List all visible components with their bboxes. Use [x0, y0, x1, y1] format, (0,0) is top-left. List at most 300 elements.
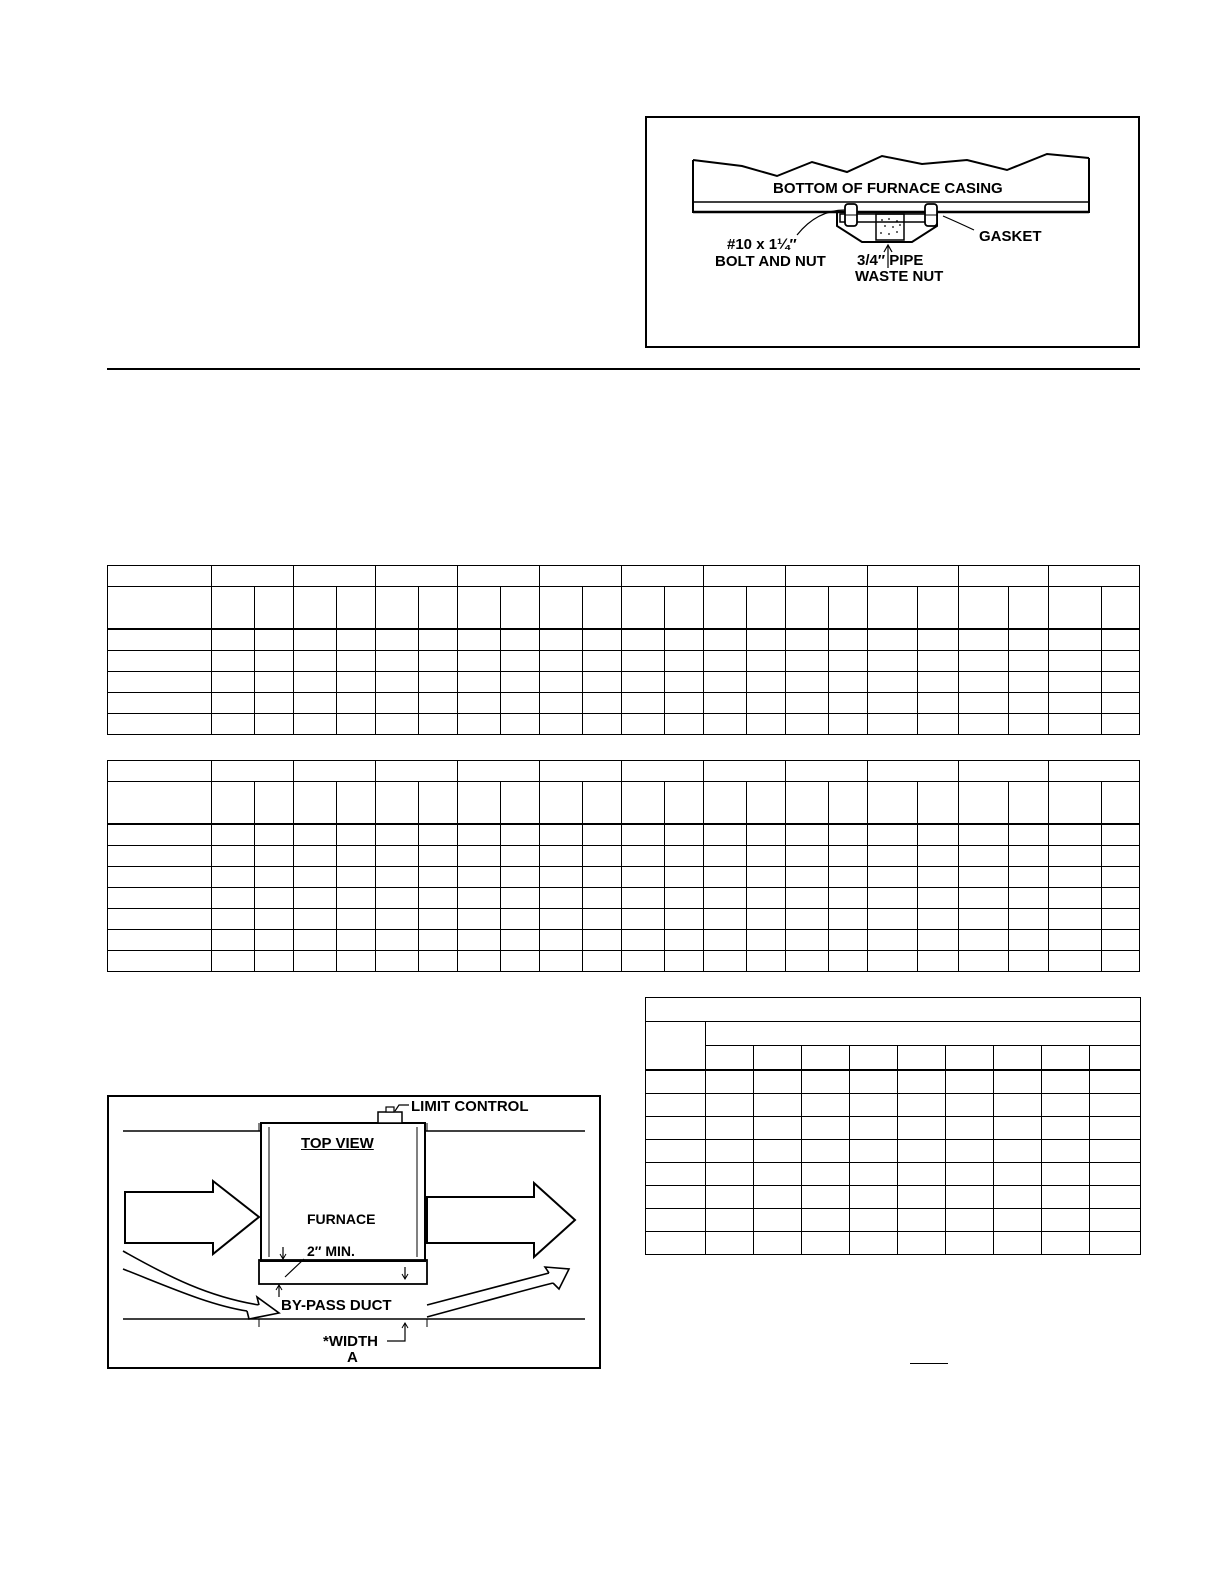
table-cell [959, 846, 1009, 867]
table-cell [918, 782, 959, 825]
table-cell [1049, 824, 1102, 846]
table-cell [994, 1162, 1042, 1185]
limit-control-label: LIMIT CONTROL [411, 1098, 529, 1115]
table-cell [1009, 824, 1049, 846]
table-cell [850, 1093, 898, 1116]
casing-label: BOTTOM OF FURNACE CASING [773, 180, 1003, 197]
table-cell [786, 693, 829, 714]
table-cell [108, 951, 212, 972]
table-cell [1049, 951, 1102, 972]
table-cell [212, 888, 255, 909]
table-cell [108, 930, 212, 951]
min-clearance-label: 2″ MIN. [307, 1243, 355, 1259]
table-cell [786, 846, 829, 867]
table-cell [337, 587, 376, 630]
table-cell [294, 714, 337, 735]
table-cell [583, 824, 622, 846]
table-cell [108, 761, 212, 782]
table-cell [918, 672, 959, 693]
table-cell [706, 1231, 754, 1254]
table-cell [294, 693, 337, 714]
table-row [108, 761, 1140, 782]
table-cell [1102, 782, 1140, 825]
table-cell [994, 1070, 1042, 1094]
table-cell [706, 1093, 754, 1116]
table-cell [337, 629, 376, 651]
table-cell [959, 651, 1009, 672]
table-cell [665, 909, 704, 930]
table-cell [706, 1208, 754, 1231]
table-cell [1090, 1139, 1141, 1162]
table-cell [802, 1139, 850, 1162]
table-cell [850, 1231, 898, 1254]
table-cell [255, 714, 294, 735]
table-cell [622, 587, 665, 630]
table-cell [501, 587, 540, 630]
table-cell [665, 888, 704, 909]
table-cell [212, 782, 255, 825]
table-cell [540, 672, 583, 693]
table-cell [829, 888, 868, 909]
table-cell [337, 824, 376, 846]
table-cell [255, 888, 294, 909]
table-cell [829, 629, 868, 651]
table-cell [337, 909, 376, 930]
table-cell [704, 651, 747, 672]
table-cell [704, 566, 786, 587]
table-cell [829, 672, 868, 693]
table-cell [786, 587, 829, 630]
table-cell [786, 651, 829, 672]
table-cell [829, 714, 868, 735]
table-cell [850, 1162, 898, 1185]
table-cell [1102, 888, 1140, 909]
table-cell [540, 951, 583, 972]
table-row [108, 888, 1140, 909]
table-cell [1090, 1231, 1141, 1254]
table-cell [622, 782, 665, 825]
table-cell [946, 1185, 994, 1208]
table-cell [1009, 951, 1049, 972]
table-cell [868, 846, 918, 867]
table-cell [747, 651, 786, 672]
pipe-label-line2: WASTE NUT [855, 268, 944, 285]
table-cell [622, 846, 665, 867]
table-cell [294, 651, 337, 672]
table-cell [1102, 909, 1140, 930]
table-cell [255, 629, 294, 651]
table-cell [622, 888, 665, 909]
table-cell [898, 1231, 946, 1254]
table-cell [583, 888, 622, 909]
table-cell [850, 1208, 898, 1231]
table-cell [646, 1070, 706, 1094]
table-cell [868, 930, 918, 951]
table-cell [747, 888, 786, 909]
table-cell [458, 867, 501, 888]
data-table-3 [645, 997, 1141, 1255]
table-cell [1009, 651, 1049, 672]
table-cell [994, 1139, 1042, 1162]
table-cell [419, 782, 458, 825]
table-cell [501, 951, 540, 972]
table-cell [786, 824, 829, 846]
table-cell [646, 1139, 706, 1162]
table-cell [747, 867, 786, 888]
table-cell [1009, 629, 1049, 651]
table-cell [501, 824, 540, 846]
table-cell [294, 909, 337, 930]
table-cell [622, 714, 665, 735]
table-cell [108, 714, 212, 735]
table-cell [994, 1185, 1042, 1208]
table-cell [704, 693, 747, 714]
table-cell [540, 714, 583, 735]
table-cell [946, 1093, 994, 1116]
table-cell [583, 782, 622, 825]
table-cell [754, 1208, 802, 1231]
table-cell [946, 1116, 994, 1139]
table-cell [501, 888, 540, 909]
table-cell [665, 629, 704, 651]
table-cell [829, 651, 868, 672]
table-cell [1049, 693, 1102, 714]
table-cell [294, 888, 337, 909]
table-cell [959, 909, 1009, 930]
table-cell [646, 1162, 706, 1185]
table-cell [212, 566, 294, 587]
table-cell [898, 1208, 946, 1231]
table-row [108, 951, 1140, 972]
table-cell [754, 1231, 802, 1254]
table-cell [540, 846, 583, 867]
table-cell [747, 951, 786, 972]
table-cell [898, 1070, 946, 1094]
table-cell [786, 867, 829, 888]
table-cell [1009, 930, 1049, 951]
table-cell [108, 587, 212, 630]
table-row [646, 1022, 1141, 1046]
table-cell [868, 672, 918, 693]
table-cell [1009, 867, 1049, 888]
table-row [646, 1162, 1141, 1185]
table-cell [622, 651, 665, 672]
table-cell [1102, 951, 1140, 972]
table-cell [376, 761, 458, 782]
table-cell [829, 909, 868, 930]
table-cell [376, 587, 419, 630]
table-cell [376, 672, 419, 693]
table-cell [458, 909, 501, 930]
table-cell [501, 846, 540, 867]
table-cell [540, 909, 583, 930]
table-cell [419, 888, 458, 909]
table-cell [458, 566, 540, 587]
table-cell [255, 693, 294, 714]
table-cell [850, 1185, 898, 1208]
table-cell [501, 651, 540, 672]
table-cell [108, 867, 212, 888]
table-cell [802, 1231, 850, 1254]
table-cell [583, 672, 622, 693]
table-cell [850, 1070, 898, 1094]
table-cell [1049, 930, 1102, 951]
table-cell [108, 824, 212, 846]
table-cell [622, 930, 665, 951]
table-cell [376, 782, 419, 825]
table-cell [622, 951, 665, 972]
table-cell [419, 951, 458, 972]
table-cell [1009, 587, 1049, 630]
table-cell [868, 867, 918, 888]
furnace-label: FURNACE [307, 1211, 376, 1227]
table-cell [255, 651, 294, 672]
table-cell [583, 651, 622, 672]
table-cell [458, 846, 501, 867]
table-cell [1009, 693, 1049, 714]
table-cell [1090, 1162, 1141, 1185]
table-cell [255, 587, 294, 630]
bypass-duct-figure [107, 1095, 601, 1369]
table-cell [754, 1046, 802, 1070]
table-cell [802, 1162, 850, 1185]
table-cell [646, 1231, 706, 1254]
table-cell [1049, 888, 1102, 909]
table-cell [419, 672, 458, 693]
table-cell [255, 909, 294, 930]
table-cell [294, 846, 337, 867]
table-cell [1102, 672, 1140, 693]
table-cell [747, 587, 786, 630]
table-cell [583, 867, 622, 888]
table-cell [501, 629, 540, 651]
table-cell [212, 909, 255, 930]
table-cell [918, 714, 959, 735]
table-cell [458, 651, 501, 672]
table-cell [829, 824, 868, 846]
table-cell [946, 1139, 994, 1162]
table-cell [868, 587, 918, 630]
table-cell [540, 888, 583, 909]
table-cell [419, 824, 458, 846]
table-cell [747, 930, 786, 951]
table-cell [959, 761, 1049, 782]
table-cell [1102, 714, 1140, 735]
table-cell [337, 693, 376, 714]
table-cell [959, 587, 1009, 630]
table-cell [918, 951, 959, 972]
table-cell [704, 930, 747, 951]
table-row [108, 930, 1140, 951]
table-cell [1102, 846, 1140, 867]
table-cell [959, 714, 1009, 735]
table-cell [337, 714, 376, 735]
table-cell [918, 587, 959, 630]
table-cell [868, 629, 918, 651]
table-cell [1090, 1116, 1141, 1139]
table-row [108, 909, 1140, 930]
table-cell [706, 1046, 754, 1070]
table-cell [108, 909, 212, 930]
table-cell [918, 651, 959, 672]
table-cell [802, 1093, 850, 1116]
table-cell [1049, 587, 1102, 630]
table-cell [212, 714, 255, 735]
table-row [108, 824, 1140, 846]
table-cell [646, 1185, 706, 1208]
table-cell [747, 714, 786, 735]
table-cell [959, 824, 1009, 846]
table-cell [376, 651, 419, 672]
table-cell [1090, 1046, 1141, 1070]
table-cell [868, 566, 959, 587]
table-cell [337, 846, 376, 867]
table-cell [255, 824, 294, 846]
table-cell [754, 1185, 802, 1208]
table-cell [1049, 651, 1102, 672]
table-cell [1042, 1116, 1090, 1139]
table-cell [501, 867, 540, 888]
table-cell [1102, 693, 1140, 714]
table-cell [1102, 587, 1140, 630]
table-cell [802, 1185, 850, 1208]
table-cell [665, 587, 704, 630]
table-cell [212, 761, 294, 782]
table-cell [646, 1022, 706, 1070]
table-cell [786, 629, 829, 651]
table-cell [583, 587, 622, 630]
table-cell [802, 1208, 850, 1231]
table-cell [458, 951, 501, 972]
table-cell [868, 693, 918, 714]
table-cell [754, 1116, 802, 1139]
table-row [108, 693, 1140, 714]
table-cell [1102, 824, 1140, 846]
table-row [646, 1208, 1141, 1231]
table-cell [583, 693, 622, 714]
table-cell [747, 909, 786, 930]
table-cell [1009, 672, 1049, 693]
table-cell [622, 566, 704, 587]
table-cell [458, 714, 501, 735]
table-cell [1102, 651, 1140, 672]
table-cell [337, 867, 376, 888]
table-cell [419, 930, 458, 951]
table-cell [918, 629, 959, 651]
table-cell [458, 824, 501, 846]
table-cell [1090, 1185, 1141, 1208]
table-cell [108, 672, 212, 693]
table-cell [898, 1116, 946, 1139]
table-cell [376, 629, 419, 651]
table-cell [802, 1116, 850, 1139]
table-cell [829, 930, 868, 951]
table-cell [898, 1162, 946, 1185]
table-cell [583, 714, 622, 735]
table-cell [458, 782, 501, 825]
table-cell [918, 867, 959, 888]
table-cell [959, 930, 1009, 951]
table-cell [1042, 1231, 1090, 1254]
table-cell [583, 629, 622, 651]
bypass-duct-label: BY-PASS DUCT [281, 1297, 392, 1314]
table-cell [959, 782, 1009, 825]
table-cell [829, 693, 868, 714]
table-cell [376, 951, 419, 972]
table-cell [829, 587, 868, 630]
table-cell [747, 782, 786, 825]
table-cell [850, 1139, 898, 1162]
table-cell [1042, 1070, 1090, 1094]
table-cell [1042, 1139, 1090, 1162]
table-cell [212, 846, 255, 867]
table-cell [868, 651, 918, 672]
table-cell [1042, 1162, 1090, 1185]
table-row [646, 1070, 1141, 1094]
table-cell [622, 909, 665, 930]
table-cell [1009, 714, 1049, 735]
table-cell [646, 1116, 706, 1139]
drain-fitting-drawing [647, 118, 1138, 346]
table-cell [458, 888, 501, 909]
table-cell [918, 693, 959, 714]
table-cell [458, 930, 501, 951]
table-cell [665, 672, 704, 693]
table-cell [212, 693, 255, 714]
table-cell [704, 761, 786, 782]
table-cell [665, 714, 704, 735]
table-cell [1090, 1093, 1141, 1116]
table-cell [665, 867, 704, 888]
table-cell [255, 672, 294, 693]
table-cell [665, 782, 704, 825]
table-cell [622, 693, 665, 714]
table-cell [337, 930, 376, 951]
table-cell [212, 651, 255, 672]
table-cell [829, 951, 868, 972]
table-cell [747, 846, 786, 867]
table-cell [754, 1162, 802, 1185]
table-cell [786, 951, 829, 972]
table-cell [1042, 1046, 1090, 1070]
table-cell [1049, 782, 1102, 825]
table-cell [583, 909, 622, 930]
table-cell [959, 888, 1009, 909]
table-cell [212, 930, 255, 951]
table-cell [959, 566, 1049, 587]
table-cell [419, 867, 458, 888]
table-cell [1009, 888, 1049, 909]
table-cell [918, 930, 959, 951]
table-cell [898, 1139, 946, 1162]
table-cell [704, 782, 747, 825]
table-cell [583, 846, 622, 867]
table-cell [540, 782, 583, 825]
table-cell [868, 909, 918, 930]
bolt-label-line1: #10 x 1¼″ [727, 236, 797, 253]
table-cell [1049, 629, 1102, 651]
table-cell [918, 846, 959, 867]
table-cell [294, 672, 337, 693]
table-cell [1090, 1070, 1141, 1094]
table-cell [786, 761, 868, 782]
table-cell [1049, 566, 1140, 587]
table-cell [868, 824, 918, 846]
drain-fitting-figure [645, 116, 1140, 348]
table-cell [622, 867, 665, 888]
top-view-label: TOP VIEW [301, 1135, 374, 1152]
table-cell [458, 587, 501, 630]
